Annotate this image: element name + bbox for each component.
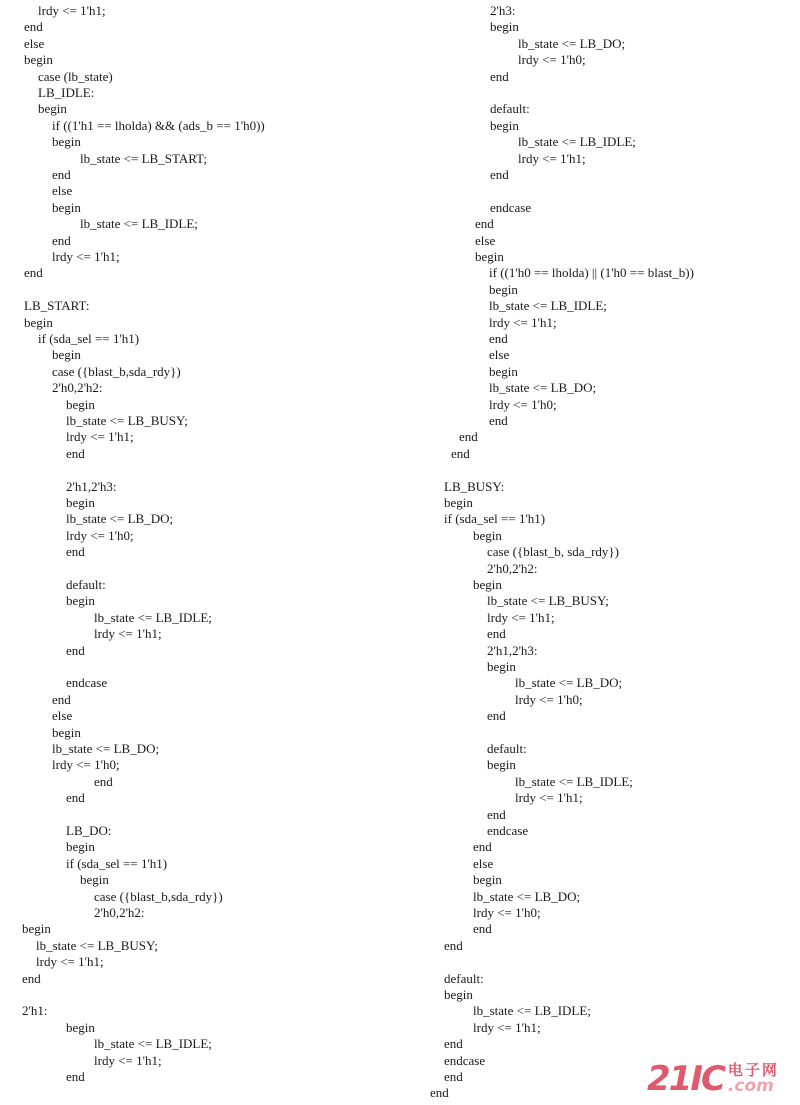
code-line: if (sda_sel == 1'h1) — [38, 331, 140, 346]
code-line: begin — [473, 527, 502, 543]
code-line: else — [475, 232, 496, 248]
code-line: lrdy <= 1'h1; — [489, 314, 557, 330]
code-line: end — [22, 970, 41, 986]
code-line: begin — [475, 249, 504, 264]
code-line: begin — [80, 872, 109, 888]
code-line: end — [490, 167, 509, 182]
code-line: case ({blast_b,sda_rdy}) — [94, 888, 223, 904]
code-line: end — [66, 642, 85, 658]
watermark-domain: .com — [727, 1076, 774, 1096]
code-line: begin — [52, 724, 81, 740]
code-line: end — [475, 216, 494, 232]
code-line: endcase — [444, 1052, 486, 1068]
code-line: lb_state <= LB_IDLE; — [473, 1003, 591, 1019]
code-line: begin — [487, 757, 516, 773]
code-line: if ((1'h1 == lholda) && (ads_b == 1'h0)) — [52, 117, 265, 133]
code-line: lb_state <= LB_BUSY; — [36, 937, 158, 953]
code-line: begin — [489, 281, 518, 297]
code-line: begin — [38, 101, 67, 117]
code-line: end — [66, 1069, 85, 1084]
code-line: lrdy <= 1'h1; — [94, 626, 162, 642]
code-line: if (sda_sel == 1'h1) — [444, 511, 546, 527]
code-line: lb_state <= LB_IDLE; — [80, 216, 198, 232]
site-watermark-logo — [647, 1061, 792, 1097]
code-line: end — [444, 1036, 463, 1052]
code-line: end — [459, 429, 478, 445]
code-line: LB_BUSY: — [444, 478, 505, 494]
code-line: default: — [444, 970, 484, 986]
code-line: else — [52, 183, 73, 199]
code-line: lb_state <= LB_DO; — [66, 511, 174, 527]
code-line: begin — [444, 495, 473, 510]
code-line: LB_DO: — [66, 823, 112, 838]
code-line: lrdy <= 1'h1; — [66, 429, 134, 445]
code-line: end — [66, 544, 85, 560]
code-line: lrdy <= 1'h1; — [36, 954, 104, 970]
code-line: lrdy <= 1'h0; — [489, 396, 557, 412]
code-line: end — [487, 806, 506, 822]
code-line: endcase — [490, 199, 532, 215]
code-line: lb_state <= LB_IDLE; — [94, 609, 212, 625]
code-line: lb_state <= LB_BUSY; — [487, 593, 609, 609]
code-line: lb_state <= LB_IDLE; — [515, 773, 633, 789]
code-line: lrdy <= 1'h1; — [515, 790, 583, 806]
code-line: begin — [52, 134, 81, 150]
code-line: lrdy <= 1'h0; — [473, 905, 541, 920]
code-line: begin — [66, 593, 95, 609]
code-line: end — [24, 265, 43, 281]
code-line: end — [490, 68, 509, 84]
code-line: lb_state <= LB_IDLE; — [94, 1036, 212, 1052]
code-line: 2'h3: — [490, 3, 516, 18]
code-line: begin — [473, 872, 502, 888]
code-line: lrdy <= 1'h1; — [487, 609, 555, 625]
code-line: end — [473, 921, 492, 937]
code-line: lrdy <= 1'h0; — [52, 757, 120, 773]
code-line: lb_state <= LB_DO; — [52, 741, 160, 756]
code-line: end — [52, 232, 71, 248]
code-line: endcase — [487, 823, 529, 838]
code-line: end — [451, 445, 470, 461]
code-line: else — [52, 708, 73, 724]
code-line: begin — [444, 987, 473, 1002]
code-line: default: — [66, 577, 106, 592]
code-line: 2'h1: — [22, 1003, 48, 1019]
code-line: begin — [24, 52, 53, 68]
code-line: 2'h0,2'h2: — [52, 380, 103, 396]
code-line: lb_state <= LB_IDLE; — [518, 134, 636, 150]
code-line: lrdy <= 1'h1; — [518, 150, 586, 166]
code-line: case ({blast_b, sda_rdy}) — [487, 544, 619, 560]
code-line: end — [487, 626, 506, 642]
code-line: end — [24, 19, 43, 35]
code-line: begin — [490, 19, 519, 35]
code-line: case ({blast_b,sda_rdy}) — [52, 363, 181, 379]
code-line: begin — [66, 1019, 95, 1035]
code-line: begin — [22, 921, 51, 937]
code-line: end — [489, 331, 508, 346]
code-line: lb_state <= LB_DO; — [518, 35, 626, 51]
code-line: begin — [487, 659, 516, 674]
code-line: end — [66, 445, 85, 461]
code-line: else — [489, 347, 510, 363]
code-line: lb_state <= LB_DO; — [473, 888, 581, 904]
code-line: end — [487, 708, 506, 724]
code-line: end — [94, 773, 113, 789]
code-line: end — [52, 167, 71, 182]
code-line: end — [52, 691, 71, 707]
code-line: lrdy <= 1'h1; — [473, 1019, 541, 1035]
watermark-chinese-text: 电子网 — [727, 1061, 779, 1079]
code-line: lrdy <= 1'h1; — [38, 3, 106, 18]
code-line: LB_START: — [24, 298, 90, 314]
code-line: begin — [66, 495, 95, 510]
watermark-number: 21IC — [647, 1059, 724, 1099]
code-line: lrdy <= 1'h0; — [66, 527, 134, 543]
code-line: if ((1'h0 == lholda) || (1'h0 == blast_b)) — [489, 265, 694, 281]
code-line: lrdy <= 1'h1; — [52, 249, 120, 264]
code-line: begin — [24, 314, 53, 330]
code-line: lrdy <= 1'h1; — [94, 1052, 162, 1068]
code-line: end — [444, 937, 463, 953]
code-line: begin — [66, 839, 95, 855]
code-line: default: — [487, 741, 527, 756]
code-line: 2'h1,2'h3: — [487, 642, 538, 658]
code-line: begin — [473, 577, 502, 592]
code-line: begin — [66, 396, 95, 412]
code-line: if (sda_sel == 1'h1) — [66, 855, 168, 871]
code-line: begin — [52, 199, 81, 215]
code-line: LB_IDLE: — [38, 85, 95, 100]
code-line: begin — [52, 347, 81, 363]
code-line: lb_state <= LB_IDLE; — [489, 298, 607, 314]
code-line: lb_state <= LB_DO; — [489, 380, 597, 396]
code-line: else — [24, 35, 45, 51]
code-line: 2'h0,2'h2: — [94, 905, 145, 920]
code-line: lrdy <= 1'h0; — [515, 691, 583, 707]
code-line: else — [473, 855, 494, 871]
code-line: end — [489, 413, 508, 428]
code-line: 2'h0,2'h2: — [487, 560, 538, 576]
code-line: lrdy <= 1'h0; — [518, 52, 586, 68]
code-line: end — [473, 839, 492, 855]
code-line: default: — [490, 101, 530, 117]
code-line: lb_state <= LB_BUSY; — [66, 413, 188, 428]
code-line: case (lb_state) — [38, 68, 113, 84]
code-line: lb_state <= LB_DO; — [515, 675, 623, 691]
code-line: lb_state <= LB_START; — [80, 150, 207, 166]
code-line: end — [444, 1069, 463, 1084]
code-line: begin — [490, 117, 519, 133]
code-line: begin — [489, 363, 518, 379]
code-line: end — [66, 790, 85, 806]
code-line: endcase — [66, 675, 108, 691]
code-line: end — [430, 1085, 449, 1101]
code-line: 2'h1,2'h3: — [66, 478, 117, 494]
